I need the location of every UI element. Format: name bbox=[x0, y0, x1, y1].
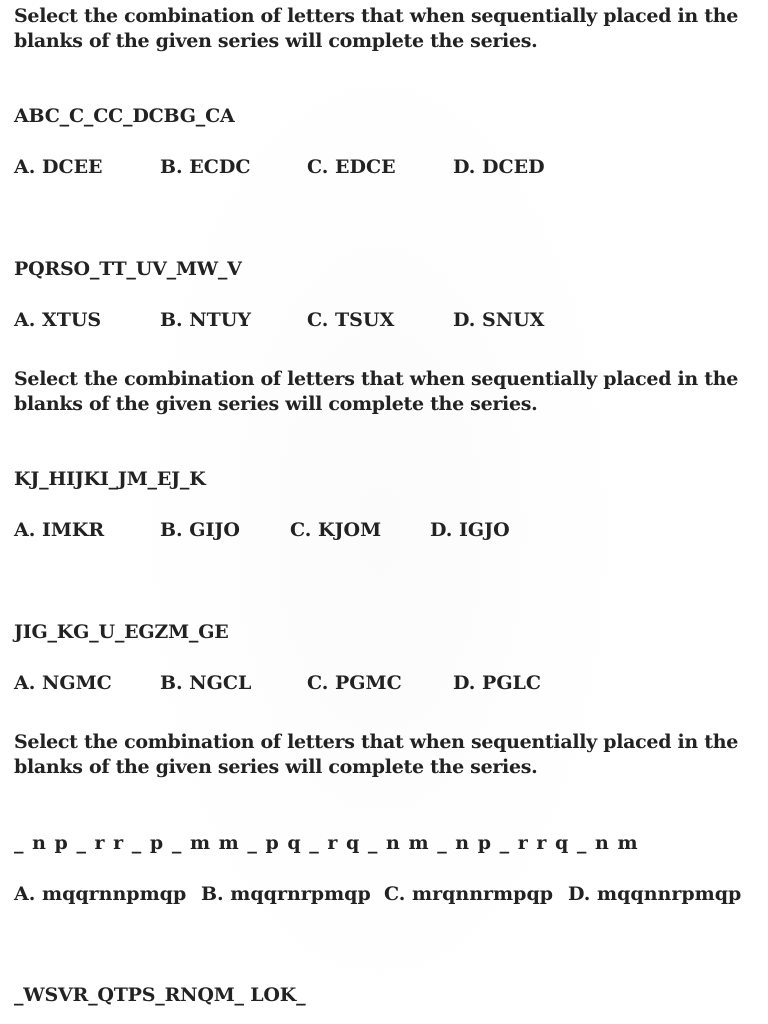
instruction-line-1: Select the combination of letters that when sequentially placed in the bbox=[14, 5, 739, 27]
question-3-option-a[interactable]: A. IMKR bbox=[14, 519, 105, 541]
question-4-option-c[interactable]: C. PGMC bbox=[307, 672, 402, 694]
question-5-series: _ n p _ r r _ p _ m m _ p q _ r q _ n m _ n p _ r r q _ n m bbox=[14, 832, 639, 854]
question-3-option-b[interactable]: B. GIJO bbox=[160, 519, 240, 541]
question-1-option-c[interactable]: C. EDCE bbox=[307, 156, 396, 178]
instruction-line-1: Select the combination of letters that when sequentially placed in the bbox=[14, 368, 739, 390]
question-2-option-a[interactable]: A. XTUS bbox=[14, 309, 102, 331]
instruction-line-2: blanks of the given series will complete the series. bbox=[14, 30, 538, 52]
question-3-series: KJ_HIJKI_JM_EJ_K bbox=[14, 468, 206, 490]
question-4-option-b[interactable]: B. NGCL bbox=[160, 672, 252, 694]
question-1-option-d[interactable]: D. DCED bbox=[453, 156, 545, 178]
question-3-option-c[interactable]: C. KJOM bbox=[290, 519, 382, 541]
question-1-series: ABC_C_CC_DCBG_CA bbox=[14, 105, 235, 127]
question-5-option-a[interactable]: A. mqqrnnpmqp bbox=[14, 883, 187, 905]
question-4-option-d[interactable]: D. PGLC bbox=[453, 672, 542, 694]
question-6-series: _WSVR_QTPS_RNQM_ LOK_ bbox=[14, 984, 306, 1006]
instruction-line-2: blanks of the given series will complete the series. bbox=[14, 393, 538, 415]
instruction-line-2: blanks of the given series will complete the series. bbox=[14, 756, 538, 778]
question-5-option-c[interactable]: C. mrqnnrmpqp bbox=[384, 883, 554, 905]
question-2-option-c[interactable]: C. TSUX bbox=[307, 309, 395, 331]
question-3-option-d[interactable]: D. IGJO bbox=[430, 519, 510, 541]
question-2-option-d[interactable]: D. SNUX bbox=[453, 309, 545, 331]
question-5-option-d[interactable]: D. mqqnnrpmqp bbox=[568, 883, 742, 905]
question-4-option-a[interactable]: A. NGMC bbox=[14, 672, 112, 694]
question-2-series: PQRSO_TT_UV_MW_V bbox=[14, 258, 242, 280]
question-2-option-b[interactable]: B. NTUY bbox=[160, 309, 251, 331]
question-1-option-b[interactable]: B. ECDC bbox=[160, 156, 251, 178]
question-4-series: JIG_KG_U_EGZM_GE bbox=[14, 621, 229, 643]
question-5-option-b[interactable]: B. mqqrnrpmqp bbox=[201, 883, 371, 905]
question-1-option-a[interactable]: A. DCEE bbox=[14, 156, 103, 178]
instruction-line-1: Select the combination of letters that when sequentially placed in the bbox=[14, 731, 739, 753]
